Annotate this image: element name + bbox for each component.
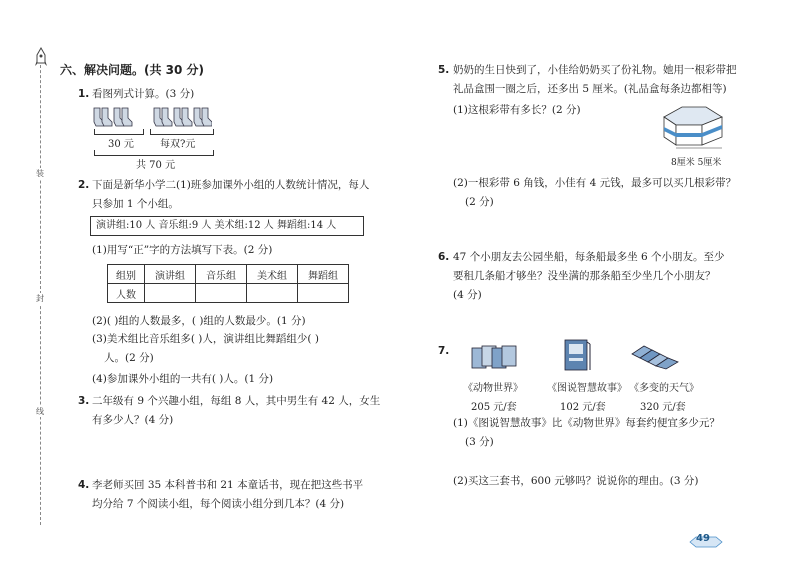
book-title-weather: 《多变的天气》 xyxy=(629,383,699,394)
section-title: 六、解决问题。(共 30 分) xyxy=(60,63,205,77)
margin-mark-xian: 线 xyxy=(36,407,44,416)
rocket-icon xyxy=(35,47,47,73)
table-header-cell: 演讲组 xyxy=(145,265,196,284)
book-set-story-icon xyxy=(562,338,592,376)
q4-number: 4. xyxy=(78,479,90,491)
q4-line2: 均分给 7 个阅读小组，每个阅读小组分到几本？(4 分) xyxy=(92,498,345,510)
margin-mark-feng: 封 xyxy=(36,294,44,303)
q3-number: 3. xyxy=(78,395,90,407)
table-row xyxy=(108,284,349,303)
price-each: 每双?元 xyxy=(160,139,196,150)
q2-part1: (1)用写“正”字的方法填写下表。(2 分) xyxy=(92,244,273,256)
q5-number: 5. xyxy=(438,64,450,76)
answer-cell[interactable] xyxy=(196,284,247,303)
q5-part1: (1)这根彩带有多长？(2 分) xyxy=(453,104,581,116)
q2-number: 2. xyxy=(78,179,90,191)
q2-part2: (2)( )组的人数最多，( )组的人数最少。(1 分) xyxy=(92,315,306,327)
q5-part2: (2)一根彩带 6 角钱，小佳有 4 元钱，最多可以买几根彩带？ xyxy=(453,177,737,189)
binding-line xyxy=(40,55,41,525)
q7-part2: (2)买这三套书，600 元够吗？说说你的理由。(3 分) xyxy=(453,475,699,487)
q6-number: 6. xyxy=(438,251,450,263)
q6-line3: (4 分) xyxy=(453,289,482,301)
q7-number: 7. xyxy=(438,345,450,357)
q7-part1: (1)《图说智慧故事》比《动物世界》每套约便宜多少元？ xyxy=(453,417,720,429)
book-price-story: 102 元/套 xyxy=(560,402,606,413)
q6-line1: 47 个小朋友去公园坐船，每条船最多坐 6 个小朋友。至少 xyxy=(453,251,725,263)
socks-image xyxy=(92,106,212,128)
box-dimensions: 8厘米 5厘米 xyxy=(671,158,722,168)
table-row-label: 人数 xyxy=(108,284,145,303)
q1-text: 看图列式计算。(3 分) xyxy=(92,88,195,100)
q2-part3a: (3)美术组比音乐组多( )人，演讲组比舞蹈组少( ) xyxy=(92,333,319,345)
book-set-weather-icon xyxy=(630,344,682,374)
q1-number: 1. xyxy=(78,88,90,100)
answer-cell[interactable] xyxy=(145,284,196,303)
q3-line2: 有多少人？(4 分) xyxy=(92,414,174,426)
book-set-animal-icon xyxy=(470,342,518,374)
answer-cell[interactable] xyxy=(247,284,298,303)
book-price-animal: 205 元/套 xyxy=(471,402,517,413)
counts-text: 演讲组:10 人 音乐组:9 人 美术组:12 人 舞蹈组:14 人 xyxy=(96,220,337,231)
answer-cell[interactable] xyxy=(298,284,349,303)
q6-line2: 要租几条船才够坐？没坐满的那条船至少坐几个小朋友？ xyxy=(453,270,716,282)
table-row xyxy=(108,265,349,284)
q7-part1b: (3 分) xyxy=(465,436,494,448)
table-header-cell: 美术组 xyxy=(247,265,298,284)
page-number: 49 xyxy=(696,533,710,544)
q2-line1: 下面是新华小学二(1)班参加课外小组的人数统计情况，每人 xyxy=(92,179,370,191)
q5-part2b: (2 分) xyxy=(465,196,494,208)
q2-line2: 只参加 1 个小组。 xyxy=(92,198,179,210)
price-total: 共 70 元 xyxy=(136,160,176,171)
book-title-animal: 《动物世界》 xyxy=(463,383,523,394)
price-30: 30 元 xyxy=(108,139,134,150)
q2-part3b: 人。(2 分) xyxy=(104,352,154,364)
q2-part4: (4)参加课外小组的一共有( )人。(1 分) xyxy=(92,373,274,385)
gift-box-image xyxy=(660,103,726,159)
book-price-weather: 320 元/套 xyxy=(640,402,686,413)
table-header-cell: 音乐组 xyxy=(196,265,247,284)
margin-mark-zhuang: 装 xyxy=(36,169,44,178)
q5-line1: 奶奶的生日快到了，小佳给奶奶买了份礼物。她用一根彩带把 xyxy=(453,64,737,76)
table-header-cell: 舞蹈组 xyxy=(298,265,349,284)
q3-line1: 二年级有 9 个兴趣小组，每组 8 人，其中男生有 42 人，女生 xyxy=(92,395,381,407)
tally-table xyxy=(107,264,349,303)
q5-line2: 礼品盒围一圈之后，还多出 5 厘米。(礼品盒每条边都相等) xyxy=(453,83,727,95)
q4-line1: 李老师买回 35 本科普书和 21 本童话书，现在把这些书平 xyxy=(92,479,364,491)
table-header-cell: 组别 xyxy=(108,265,145,284)
book-title-story: 《图说智慧故事》 xyxy=(547,383,627,394)
